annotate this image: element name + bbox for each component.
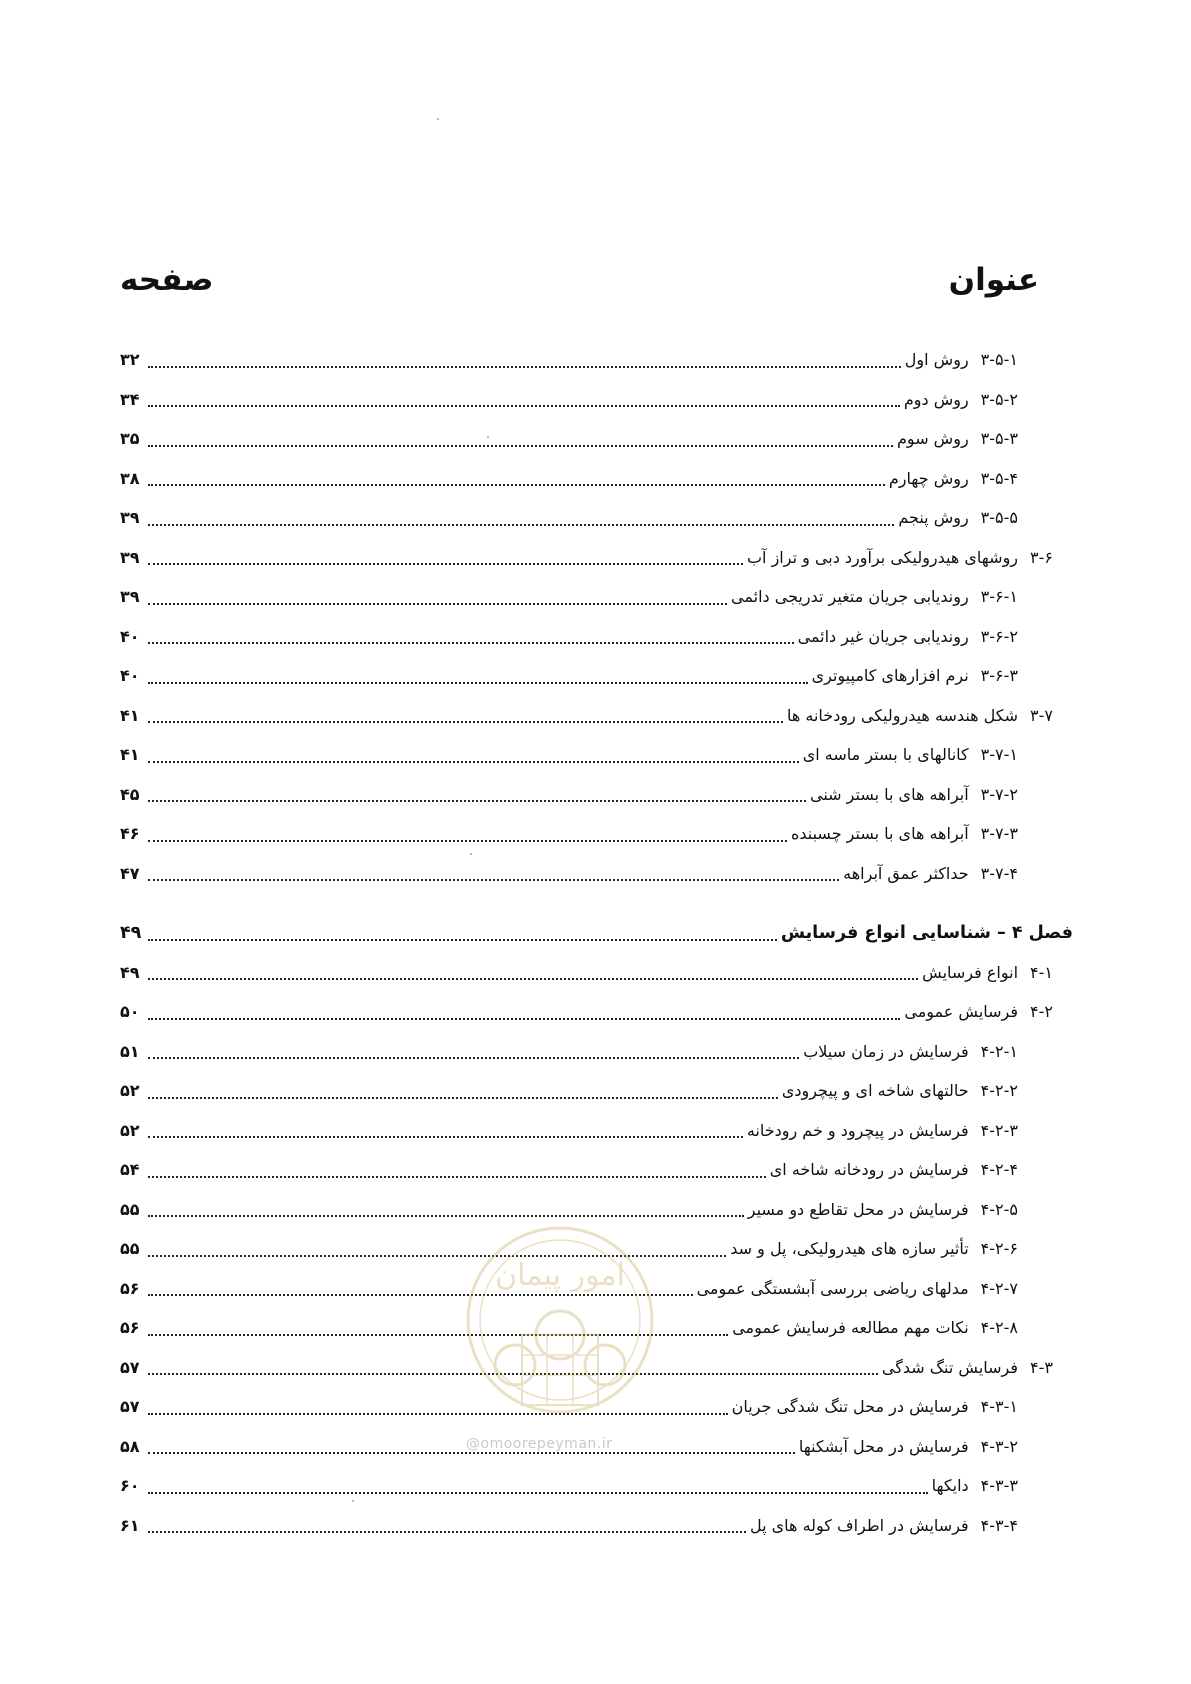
- toc-section-title: روش اول: [904, 350, 969, 370]
- toc-page-number: ۵۵: [120, 1239, 140, 1259]
- toc-row[interactable]: [120, 814, 1073, 854]
- toc-section-number: ۳-۵-۳: [980, 429, 1018, 449]
- toc-page-number: ۵۸: [120, 1436, 140, 1456]
- toc-leader-dots: [148, 978, 918, 980]
- toc-leader-dots: [148, 405, 900, 407]
- toc-page-number: ۴۰: [120, 666, 140, 686]
- toc-section-number: ۳-۷: [1030, 705, 1053, 725]
- toc-page-number: ۴۱: [120, 745, 140, 765]
- toc-section-number: ۳-۷-۴: [980, 863, 1018, 883]
- toc-row[interactable]: [120, 419, 1073, 459]
- toc-section-number: ۴-۳-۲: [980, 1436, 1018, 1456]
- toc-row[interactable]: [120, 617, 1073, 657]
- toc-leader-dots: [148, 484, 885, 486]
- toc-row[interactable]: [120, 459, 1073, 499]
- toc-page-number: ۴۵: [120, 784, 140, 804]
- toc-leader-dots: [148, 642, 794, 644]
- toc-page-number: ۳۹: [120, 547, 140, 567]
- toc-section-title: کانالهای با بستر ماسه ای: [802, 745, 969, 765]
- toc-row[interactable]: [120, 656, 1073, 696]
- toc-section-title: مدلهای ریاضی بررسی آبشستگی عمومی: [696, 1278, 969, 1298]
- toc-page-number: ۵۰: [120, 1002, 140, 1022]
- toc-leader-dots: [148, 366, 901, 368]
- toc-section-title: شکل هندسه هیدرولیکی رودخانه ها: [787, 705, 1019, 725]
- toc-section-title: حداکثر عمق آبراهه: [843, 863, 969, 883]
- toc-page-number: ۳۸: [120, 468, 140, 488]
- toc-leader-dots: [148, 800, 806, 802]
- toc-section-title: روش چهارم: [888, 468, 969, 488]
- toc-section-title: فرسایش در اطراف کوله های پل: [750, 1515, 969, 1535]
- toc-page-number: ۵۶: [120, 1318, 140, 1338]
- toc-leader-dots: [148, 445, 893, 447]
- toc-section-number: ۳-۶: [1030, 547, 1053, 567]
- toc-leader-dots: [148, 1097, 778, 1099]
- toc-page-number: ۴۷: [120, 863, 140, 883]
- toc-row[interactable]: [120, 696, 1073, 736]
- toc-row[interactable]: [120, 538, 1073, 578]
- toc-row[interactable]: [120, 854, 1073, 894]
- toc-section-number: ۴-۳-۱: [980, 1397, 1018, 1417]
- toc-section-number: ۳-۵-۵: [980, 508, 1018, 528]
- toc-section-title: فرسایش در رودخانه شاخه ای: [769, 1160, 969, 1180]
- toc-section-title: روش دوم: [903, 389, 969, 409]
- toc-section-number: ۴-۲-۶: [980, 1239, 1018, 1259]
- toc-row[interactable]: [120, 380, 1073, 420]
- toc-section-title: روش پنجم: [898, 508, 969, 528]
- toc-section-title: روندیابی جریان متغیر تدریجی دائمی: [731, 587, 969, 607]
- toc-page-number: ۴۹: [120, 962, 140, 982]
- toc-page-number: ۴۹: [120, 922, 142, 943]
- toc-page-number: ۶۰: [120, 1476, 140, 1496]
- toc-section-title: حالتهای شاخه ای و پیچرودی: [781, 1081, 969, 1101]
- toc-page-number: ۳۹: [120, 587, 140, 607]
- watermark-logo: [460, 1215, 660, 1445]
- toc-page-number: ۳۴: [120, 389, 140, 409]
- toc-page-number: ۳۹: [120, 508, 140, 528]
- toc-section-number: ۴-۳-۳: [980, 1476, 1018, 1496]
- toc-row[interactable]: [120, 953, 1073, 993]
- column-header-page: صفحه: [120, 262, 214, 298]
- toc-leader-dots: [148, 1057, 799, 1059]
- toc-row[interactable]: [120, 735, 1073, 775]
- toc-section-title: آبراهه های با بستر شنی: [810, 784, 969, 804]
- toc-row[interactable]: [120, 498, 1073, 538]
- toc-section-number: ۴-۲-۴: [980, 1160, 1018, 1180]
- toc-page-number: ۳۵: [120, 429, 140, 449]
- toc-page-number: ۵۲: [120, 1081, 140, 1101]
- toc-leader-dots: [148, 879, 839, 881]
- toc-section-title: آبراهه های با بستر چسبنده: [790, 824, 969, 844]
- toc-section-title: روشهای هیدرولیکی برآورد دبی و تراز آب: [746, 547, 1019, 567]
- toc-page-number: ۴۰: [120, 626, 140, 646]
- column-header-title: عنوان: [948, 262, 1039, 298]
- toc-section-number: ۴-۲: [1030, 1002, 1053, 1022]
- toc-section-title: فرسایش تنگ شدگی: [881, 1357, 1019, 1377]
- toc-leader-dots: [148, 840, 787, 842]
- toc-chapter-title: فصل ۴ – شناسایی انواع فرسایش: [780, 922, 1073, 943]
- toc-chapter-row[interactable]: [120, 913, 1073, 953]
- toc-row[interactable]: [120, 1071, 1073, 1111]
- watermark-logo-text: امور پیمان: [495, 1258, 625, 1293]
- toc-page-number: ۴۱: [120, 705, 140, 725]
- toc-section-number: ۳-۷-۳: [980, 824, 1018, 844]
- toc-leader-dots: [148, 939, 777, 941]
- toc-section-number: ۴-۲-۸: [980, 1318, 1018, 1338]
- toc-section-number: ۳-۶-۱: [980, 587, 1018, 607]
- toc-section-number: ۴-۳: [1030, 1357, 1053, 1377]
- toc-leader-dots: [148, 1452, 795, 1454]
- toc-section-title: فرسایش در محل تقاطع دو مسیر: [747, 1199, 969, 1219]
- toc-section-title: دایکها: [931, 1476, 969, 1496]
- toc-section-title: فرسایش عمومی: [904, 1002, 1019, 1022]
- toc-section-title: انواع فرسایش: [922, 962, 1019, 982]
- toc-section-number: ۴-۲-۱: [980, 1041, 1018, 1061]
- toc-leader-dots: [148, 524, 894, 526]
- toc-leader-dots: [148, 1176, 766, 1178]
- toc-leader-dots: [148, 1492, 928, 1494]
- toc-page-number: ۵۷: [120, 1357, 140, 1377]
- toc-section-number: ۴-۳-۴: [980, 1515, 1018, 1535]
- toc-section-title: فرسایش در محل آبشکنها: [798, 1436, 969, 1456]
- toc-section-title: روندیابی جریان غیر دائمی: [797, 626, 969, 646]
- toc-leader-dots: [148, 1531, 746, 1533]
- toc-page-number: ۵۷: [120, 1397, 140, 1417]
- toc-section-number: ۴-۲-۵: [980, 1199, 1018, 1219]
- toc-row[interactable]: [120, 1111, 1073, 1151]
- toc-section-title: نکات مهم مطالعه فرسایش عمومی: [732, 1318, 969, 1338]
- toc-page-number: ۵۶: [120, 1278, 140, 1298]
- toc-row[interactable]: [120, 1150, 1073, 1190]
- toc-page-number: ۵۴: [120, 1160, 140, 1180]
- toc-section-number: ۳-۶-۲: [980, 626, 1018, 646]
- toc-page-number: ۶۱: [120, 1515, 140, 1535]
- toc-section-number: ۳-۵-۴: [980, 468, 1018, 488]
- toc-section-number: ۴-۱: [1030, 962, 1053, 982]
- toc-leader-dots: [148, 1018, 900, 1020]
- watermark-url: @omoorepeyman.ir: [466, 1436, 613, 1452]
- toc-section-number: ۴-۲-۳: [980, 1120, 1018, 1140]
- toc-leader-dots: [148, 603, 727, 605]
- toc-row[interactable]: [120, 1466, 1073, 1506]
- toc-section-number: ۳-۷-۱: [980, 745, 1018, 765]
- toc-section-number: ۴-۲-۲: [980, 1081, 1018, 1101]
- toc-section-title: فرسایش در محل تنگ شدگی جریان: [731, 1397, 969, 1417]
- toc-section-title: نرم افزارهای کامپیوتری: [811, 666, 969, 686]
- toc-section-title: تأثیر سازه های هیدرولیکی، پل و سد: [730, 1239, 969, 1259]
- toc-row[interactable]: [120, 1032, 1073, 1072]
- toc-section-title: فرسایش در پیچرود و خم رودخانه: [746, 1120, 969, 1140]
- toc-row[interactable]: [120, 775, 1073, 815]
- toc-leader-dots: [148, 682, 808, 684]
- toc-section-number: ۴-۲-۷: [980, 1278, 1018, 1298]
- toc-section-number: ۳-۵-۱: [980, 350, 1018, 370]
- toc-page-number: ۳۲: [120, 350, 140, 370]
- toc-section-number: ۳-۵-۲: [980, 389, 1018, 409]
- toc-section-title: روش سوم: [897, 429, 969, 449]
- toc-leader-dots: [148, 721, 783, 723]
- toc-page-number: ۵۲: [120, 1120, 140, 1140]
- toc-leader-dots: [148, 563, 743, 565]
- toc-row[interactable]: [120, 992, 1073, 1032]
- toc-leader-dots: [148, 1136, 743, 1138]
- toc-page-number: ۵۱: [120, 1041, 140, 1061]
- toc-row[interactable]: [120, 340, 1073, 380]
- toc-leader-dots: [148, 761, 799, 763]
- toc-row[interactable]: [120, 1506, 1073, 1546]
- toc-section-number: ۳-۷-۲: [980, 784, 1018, 804]
- toc-section-number: ۳-۶-۳: [980, 666, 1018, 686]
- toc-page-number: ۵۵: [120, 1199, 140, 1219]
- toc-section-title: فرسایش در زمان سیلاب: [803, 1041, 969, 1061]
- toc-page-number: ۴۶: [120, 824, 140, 844]
- toc-row[interactable]: [120, 577, 1073, 617]
